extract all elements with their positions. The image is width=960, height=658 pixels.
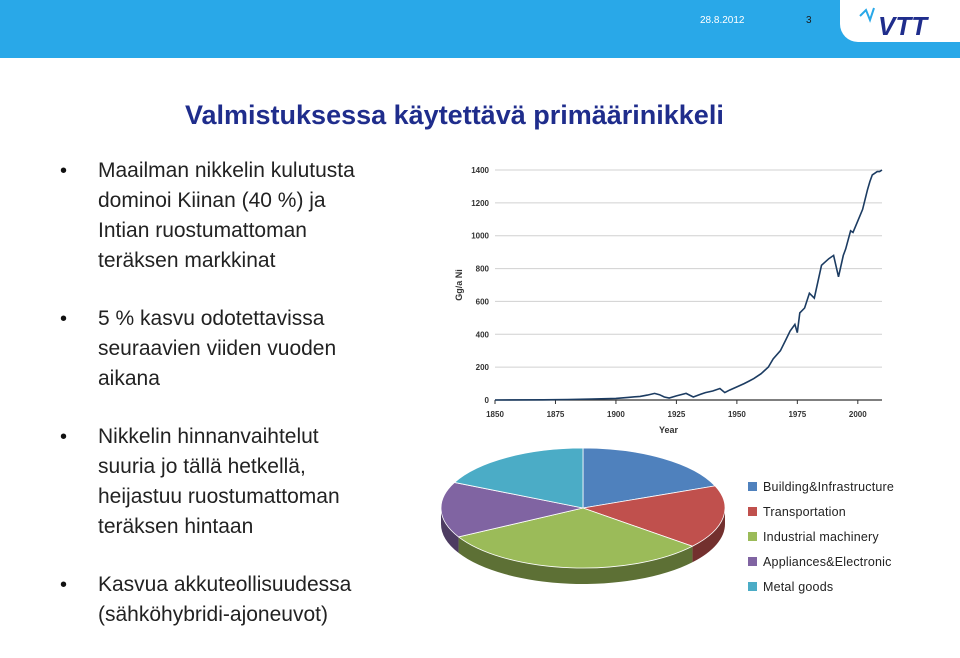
y-tick-label: 200 [475, 363, 489, 373]
x-tick-label: 1875 [546, 410, 565, 419]
bullet-line: (sähköhybridi-ajoneuvot) [98, 603, 328, 626]
x-tick-label: 1950 [727, 410, 746, 419]
y-tick-label: 0 [484, 396, 489, 405]
legend-swatch [748, 532, 757, 541]
bullet-line: seuraavien viiden vuoden [98, 337, 337, 360]
legend-label: Industrial machinery [763, 529, 879, 544]
bullet-line: • 5 % kasvu odotettavissa [98, 307, 325, 330]
x-axis-label: Year [658, 425, 679, 435]
bullet-line: Intian ruostumattoman [98, 219, 307, 242]
bullet-line: • Kasvua akkuteollisuudessa [98, 573, 352, 596]
y-tick-label: 400 [475, 330, 489, 340]
y-tick-label: 600 [475, 297, 489, 307]
nickel-use-pie-chart [435, 440, 735, 620]
y-tick-label: 800 [475, 264, 489, 274]
bullet-item [60, 422, 430, 542]
bullet-line: dominoi Kiinan (40 %) ja [98, 189, 326, 212]
x-tick-label: 2000 [848, 410, 867, 419]
nickel-consumption-line-chart [450, 160, 890, 440]
bullet-list [60, 156, 430, 658]
x-tick-label: 1900 [607, 410, 625, 419]
legend-swatch [748, 482, 757, 491]
page-number: 3 [806, 15, 812, 26]
bullet-line: • Nikkelin hinnanvaihtelut [98, 425, 319, 448]
slide-title: Valmistuksessa käytettävä primäärinikkeli [185, 100, 724, 130]
bullet-line: aikana [98, 367, 160, 390]
x-tick-label: 1850 [486, 410, 504, 419]
bullet-line: teräksen hintaan [98, 515, 254, 538]
y-tick-label: 1400 [471, 166, 489, 175]
bullet-line: suuria jo tällä hetkellä, [98, 455, 306, 478]
bullet-item [60, 570, 430, 630]
slide-date: 28.8.2012 [700, 15, 745, 26]
x-tick-label: 1975 [788, 410, 807, 419]
legend-item [748, 549, 894, 574]
vtt-logo [840, 0, 960, 42]
legend-swatch [748, 507, 757, 516]
pie-legend [748, 474, 894, 599]
vtt-logo-icon [840, 0, 960, 42]
series-line [495, 170, 882, 400]
legend-label: Metal goods [763, 579, 834, 594]
legend-item [748, 524, 894, 549]
bullet-item [60, 156, 430, 276]
vtt-logo-text: VTT [878, 11, 928, 41]
legend-label: Appliances&Electronic [763, 554, 892, 569]
bullet-item [60, 304, 430, 394]
y-axis-label: Gg/a Ni [454, 269, 464, 301]
bullet-line: heijastuu ruostumattoman [98, 485, 340, 508]
legend-item [748, 474, 894, 499]
legend-item [748, 499, 894, 524]
legend-label: Building&Infrastructure [763, 479, 895, 494]
legend-item [748, 574, 894, 599]
y-tick-label: 1200 [471, 198, 489, 208]
header-bar [0, 0, 960, 58]
y-tick-label: 1000 [471, 231, 489, 241]
legend-label: Transportation [763, 504, 846, 519]
legend-swatch [748, 582, 757, 591]
bullet-line: • Maailman nikkelin kulutusta [98, 159, 355, 182]
legend-swatch [748, 557, 757, 566]
bullet-line: teräksen markkinat [98, 249, 276, 272]
x-tick-label: 1925 [667, 410, 686, 419]
